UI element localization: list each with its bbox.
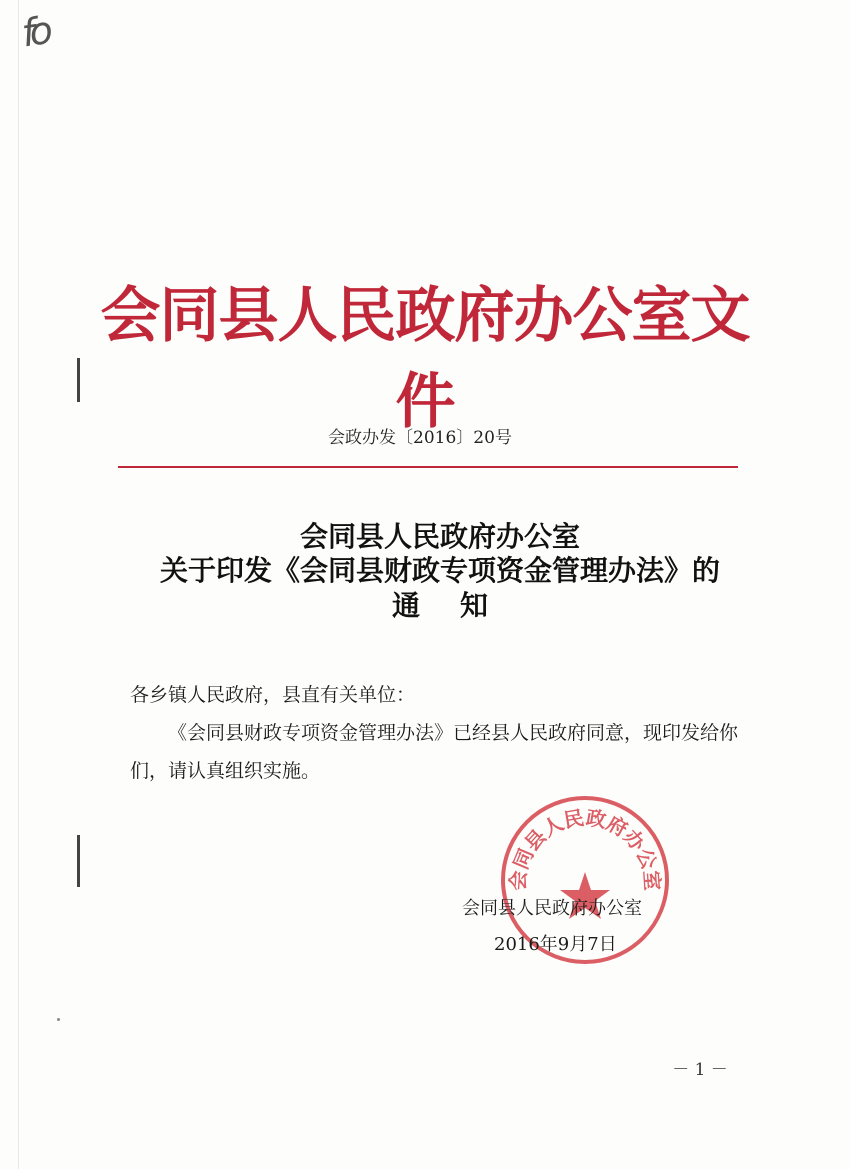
page-number: － 1 － xyxy=(672,1060,728,1080)
notice-title-line3: 通知 xyxy=(391,589,528,622)
header-red-rule xyxy=(118,466,738,468)
document-number: 会政办发〔2016〕20号 xyxy=(328,428,512,448)
notice-body xyxy=(130,676,750,790)
signature-issuer: 会同县人民政府办公室 xyxy=(462,898,642,919)
notice-title-line2: 关于印发《会同县财政专项资金管理办法》的 xyxy=(159,554,720,587)
body-paragraph: 《会同县财政专项资金管理办法》已经县人民政府同意，现印发给你们，请认真组织实施。 xyxy=(130,722,739,782)
binding-mark-bottom xyxy=(77,835,80,887)
signature-date: 2016年9月7日 xyxy=(494,934,617,955)
handwritten-margin-note: fo xyxy=(19,8,50,56)
notice-title-line1: 会同县人民政府办公室 xyxy=(299,520,580,553)
seal-text: 会同县人民政府办公室 xyxy=(505,805,665,892)
document-header-title: 会同县人民政府办公室文件 xyxy=(100,281,750,437)
scan-edge-line xyxy=(18,0,19,1169)
scan-speck xyxy=(57,1018,60,1021)
salutation: 各乡镇人民政府，县直有关单位： xyxy=(130,684,416,706)
notice-title xyxy=(110,520,770,624)
